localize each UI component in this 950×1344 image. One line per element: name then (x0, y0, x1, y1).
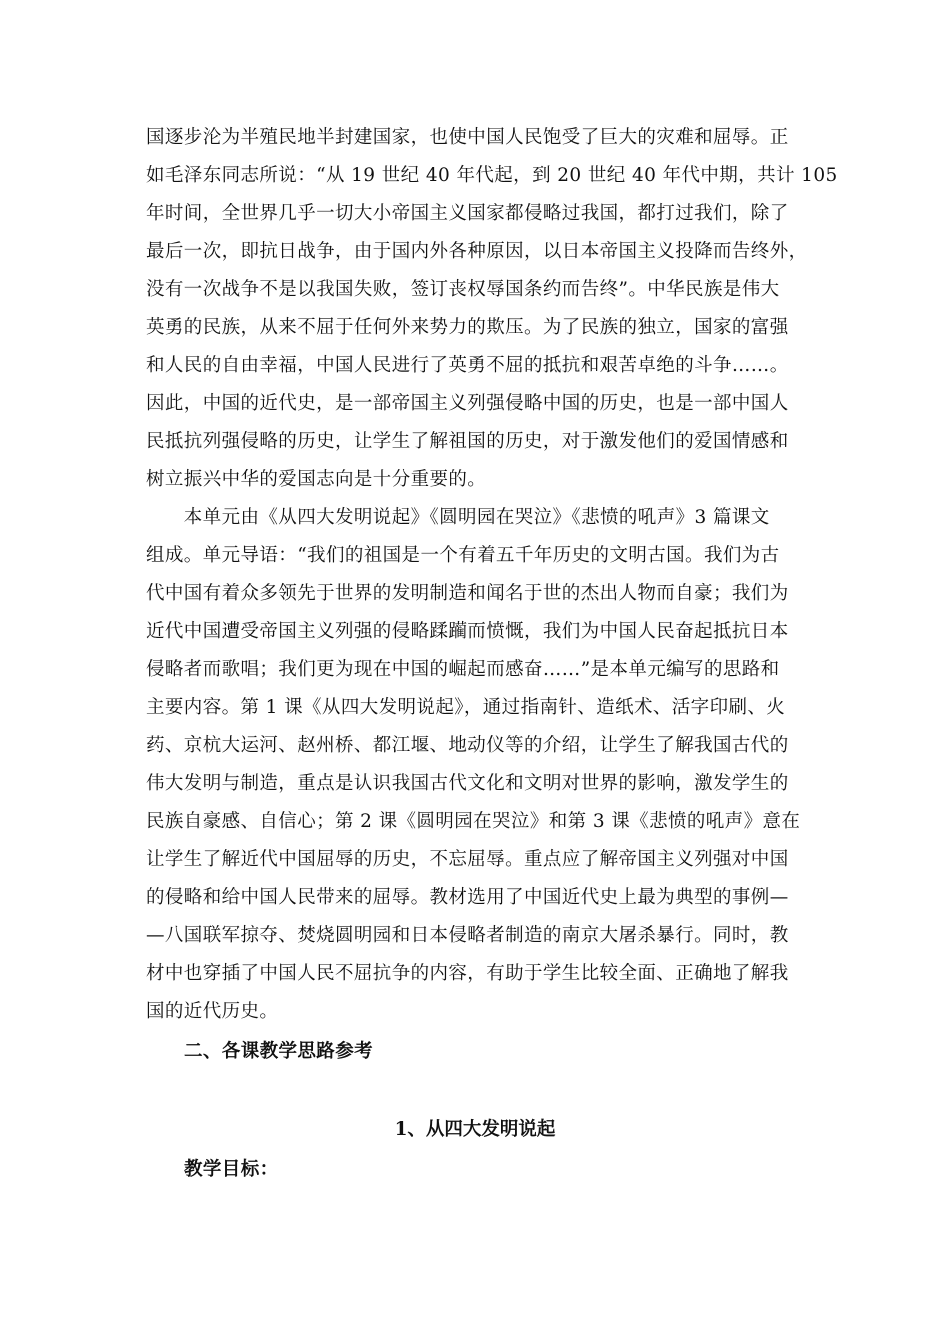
text-line: 国逐步沦为半殖民地半封建国家，也使中国人民饱受了巨大的灾难和屈辱。正 (146, 127, 789, 148)
text-line: 让学生了解近代中国屈辱的历史，不忘屈辱。重点应了解帝国主义列强对中国 (146, 849, 789, 870)
text-line: 组成。单元导语：“我们的祖国是一个有着五千年历史的文明古国。我们为古 (146, 545, 780, 566)
text-line: 本单元由《从四大发明说起》《圆明园在哭泣》《悲愤的吼声》3 篇课文 (146, 507, 770, 528)
section-heading: 二、各课教学思路参考 (184, 1041, 374, 1062)
text-line: 材中也穿插了中国人民不屈抗争的内容，有助于学生比较全面、正确地了解我 (146, 963, 789, 984)
text-line: 国的近代历史。 (146, 1001, 279, 1022)
text-line: 侵略者而歌唱；我们更为现在中国的崛起而感奋……”是本单元编写的思路和 (146, 659, 780, 680)
lesson-title: 1、从四大发明说起 (394, 1119, 556, 1140)
text-line: 年时间，全世界几乎一切大小帝国主义国家都侵略过我国，都打过我们，除了 (146, 203, 789, 224)
text-line: 的侵略和给中国人民带来的屈辱。教材选用了中国近代史上最为典型的事例— (146, 887, 789, 908)
text-line: 近代中国遭受帝国主义列强的侵略蹂躏而愤慨，我们为中国人民奋起抵抗日本 (146, 621, 789, 642)
text-line: 药、京杭大运河、赵州桥、都江堰、地动仪等的介绍，让学生了解我国古代的 (146, 735, 789, 756)
text-line: 树立振兴中华的爱国志向是十分重要的。 (146, 469, 487, 490)
text-line: 伟大发明与制造，重点是认识我国古代文化和文明对世界的影响，激发学生的 (146, 773, 789, 794)
text-line: 没有一次战争不是以我国失败，签订丧权辱国条约而告终”。中华民族是伟大 (146, 279, 780, 300)
text-line: 因此，中国的近代史，是一部帝国主义列强侵略中国的历史，也是一部中国人 (146, 393, 789, 414)
text-line: —八国联军掠夺、焚烧圆明园和日本侵略者制造的南京大屠杀暴行。同时，教 (146, 925, 789, 946)
text-line: 和人民的自由幸福，中国人民进行了英勇不屈的抵抗和艰苦卓绝的斗争……。 (146, 355, 789, 376)
text-line: 民族自豪感、自信心；第 2 课《圆明园在哭泣》和第 3 课《悲愤的吼声》意在 (146, 811, 801, 832)
text-line: 代中国有着众多领先于世界的发明制造和闻名于世的杰出人物而自豪；我们为 (146, 583, 789, 604)
text-line: 最后一次，即抗日战争，由于国内外各种原因，以日本帝国主义投降而告终外， (146, 241, 808, 262)
objectives-heading: 教学目标： (184, 1159, 279, 1180)
text-line: 主要内容。第 1 课《从四大发明说起》，通过指南针、造纸术、活字印刷、火 (146, 697, 786, 718)
text-line: 民抵抗列强侵略的历史，让学生了解祖国的历史，对于激发他们的爱国情感和 (146, 431, 789, 452)
text-line: 如毛泽东同志所说：“从 19 世纪 40 年代起，到 20 世纪 40 年代中期，共计 105 (146, 165, 838, 186)
text-line: 英勇的民族，从来不屈于任何外来势力的欺压。为了民族的独立，国家的富强 (146, 317, 789, 338)
